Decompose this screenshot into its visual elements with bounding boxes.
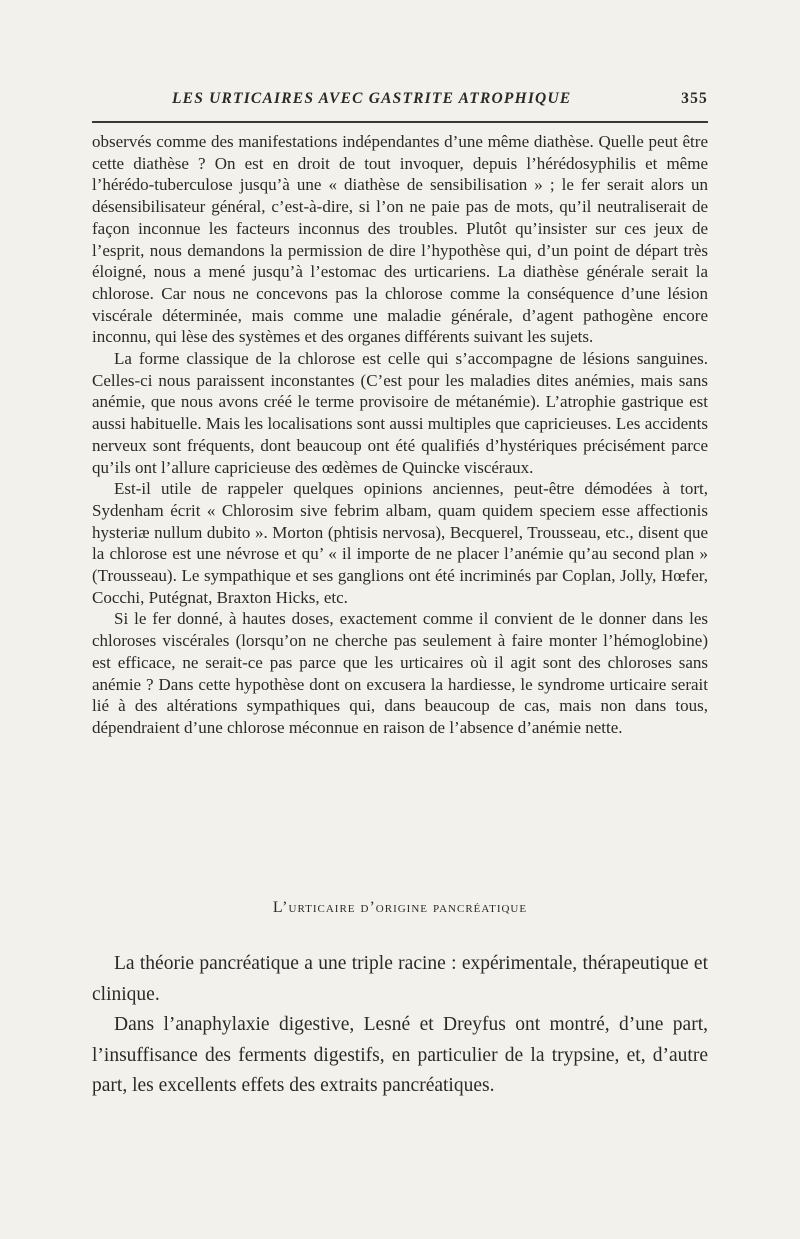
paragraph: La forme classique de la chlorose est celle qui s’accompagne de lésions sanguines. Celles-ci nous paraissent inconstantes (C’est pour les maladies dites anémies, mais sans anémie, que nous avons créé le terme provisoire de métanémie). L’atrophie gastrique est aussi habituelle. Mais les localisations sont aussi multiples que capricieuses. Les accidents nerveux sont fréquents, dont beaucoup ont été qualifiés d’hystériques précisément parce qu’ils ont l’allure capricieuse des œdèmes de Quincke viscéraux. [92,349,708,477]
header-rule [92,121,708,123]
paragraph: observés comme des manifestations indépendantes d’une même diathèse. Quelle peut être cette diathèse ? On est en droit de tout invoquer, depuis l’hérédosyphilis et même l’hérédo-tuberculose jusqu’à une « diathèse de sensibilisation » ; le fer serait alors un désensibilisateur général, c’est-à-dire, si l’on ne paie pas de mots, qu’il neutraliserait de façon inconnue les facteurs inconnus des troubles. Plutôt qu’insister sur ces jeux de l’esprit, nous demandons la permission de dire l’hypothèse qui, d’un point de départ très éloigné, nous a mené jusqu’à l’estomac des urticariens. La diathèse générale serait la chlorose. Car nous ne concevons pas la chlorose comme la conséquence d’une lésion viscérale déterminée, mais comme une maladie générale, d’agent pathogène encore inconnu, qui lèse des systèmes et des organes différents suivant les sujets. [92,132,708,347]
running-title: LES URTICAIRES AVEC GASTRITE ATROPHIQUE [172,90,572,107]
paragraph: La théorie pancréatique a une triple racine : expérimentale, thérapeutique et clinique. [92,953,708,1005]
page-number: 355 [681,90,708,107]
section-body [92,949,708,1102]
body-text [92,131,708,739]
paragraph: Dans l’anaphylaxie digestive, Lesné et Dreyfus ont montré, d’une part, l’insuffisance des ferments digestifs, en particulier de la trypsine, et, d’autre part, les excellents effets des extraits pancréatiques. [92,1014,708,1096]
paragraph: Si le fer donné, à hautes doses, exactement comme il convient de le donner dans les chloroses viscérales (lorsqu’on ne cherche pas seulement à faire monter l’hémoglobine) est efficace, ne serait-ce pas parce que les urticaires où il agit sont des chloroses sans anémie ? Dans cette hypothèse dont on excusera la hardiesse, le syndrome urticaire serait lié à des altérations sympathiques qui, dans beaucoup de cas, mais non dans tous, dépendraient d’une chlorose méconnue en raison de l’absence d’anémie nette. [92,609,708,737]
paragraph: Est-il utile de rappeler quelques opinions anciennes, peut-être démodées à tort, Sydenham écrit « Chlorosim sive febrim albam, quam quidem speciem esse affectionis hysteriæ nullum dubito ». Morton (phtisis nervosa), Becquerel, Trousseau, etc., disent que la chlorose est une névrose et qu’ « il importe de ne placer l’anémie qu’au second plan » (Trousseau). Le sympathique et ses ganglions ont été incriminés par Coplan, Jolly, Hœfer, Cocchi, Putégnat, Braxton Hicks, etc. [92,479,708,607]
section-title: L’urticaire d’origine pancréatique [272,899,528,916]
